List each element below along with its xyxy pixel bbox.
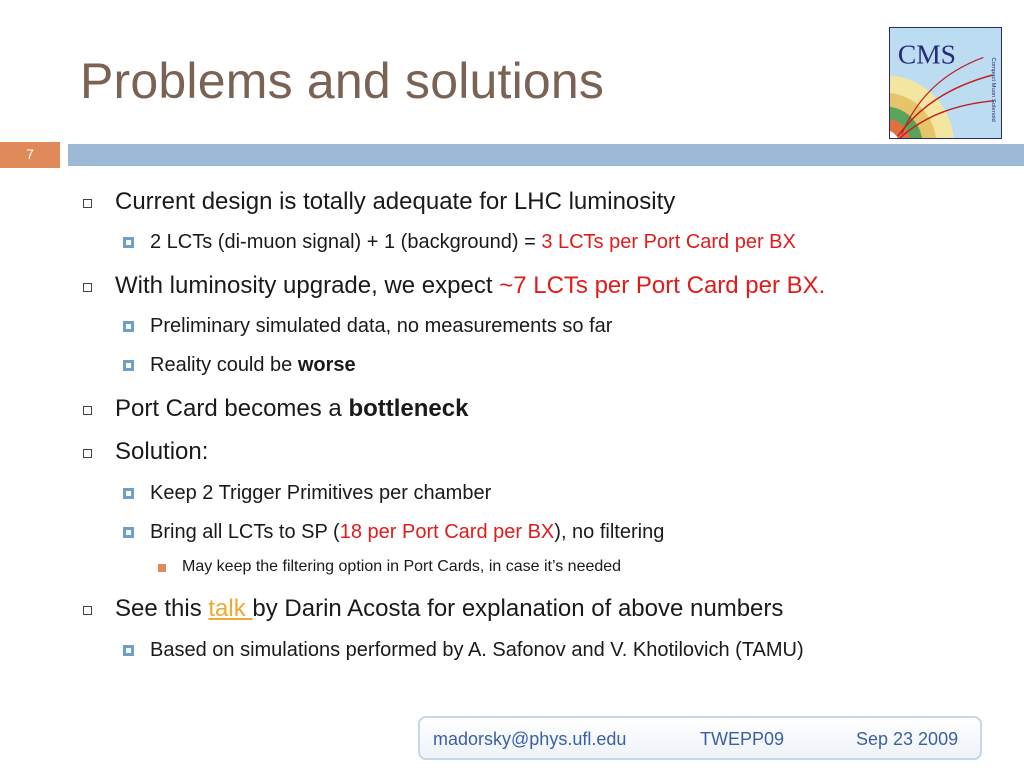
bullet-text: ), no filtering (554, 521, 665, 543)
footer-date: Sep 23 2009 (856, 729, 959, 749)
bullet-item (115, 395, 468, 423)
sub-bullet-item (150, 639, 804, 662)
footer-conference: TWEPP09 (700, 729, 785, 749)
slide-title: Problems and solutions (80, 53, 605, 109)
sub-bullet-item (150, 315, 612, 338)
filled-square-bullet-icon (123, 645, 134, 656)
bullet-item (115, 272, 825, 300)
bullet-item (115, 188, 675, 216)
talk-link[interactable]: talk (208, 595, 253, 622)
bullet-item (115, 595, 783, 623)
square-bullet-icon (83, 283, 92, 292)
filled-square-bullet-icon (123, 321, 134, 332)
bullet-text: Port Card becomes a (115, 395, 349, 422)
bullet-item (115, 438, 208, 466)
bullet-text: Preliminary simulated data, no measurements so far (150, 315, 613, 337)
filled-square-bullet-icon (123, 360, 134, 371)
square-bullet-icon (83, 606, 92, 615)
bullet-text: Based on simulations performed by A. Safonov and V. Khotilovich (TAMU) (150, 639, 804, 661)
sub-bullet-item (150, 231, 796, 254)
filled-square-bullet-icon (123, 488, 134, 499)
filled-square-bullet-icon (123, 237, 134, 248)
highlight-text: 3 LCTs per Port Card per BX (541, 231, 796, 253)
sub-bullet-item (150, 521, 664, 544)
highlight-text: 18 per Port Card per BX (339, 521, 555, 543)
square-bullet-icon (83, 199, 92, 208)
sub-bullet-item (150, 354, 356, 377)
filled-square-bullet-icon (123, 527, 134, 538)
bullet-text: 2 LCTs (di-muon signal) + 1 (background) = (150, 231, 542, 253)
cms-logo-text: CMS (897, 38, 956, 70)
slide-number: 7 (0, 142, 60, 168)
footer-bar (418, 716, 982, 760)
sub-sub-bullet-item (182, 558, 621, 576)
bullet-text: Current design is totally adequate for LHC luminosity (115, 188, 676, 215)
orange-square-bullet-icon (158, 564, 166, 572)
sub-bullet-item (150, 482, 491, 505)
bullet-text: With luminosity upgrade, we expect (115, 272, 500, 299)
bullet-text: Solution: (115, 438, 209, 465)
cms-logo-graphic (890, 28, 1001, 138)
bullet-text: by Darin Acosta for explanation of above numbers (252, 595, 784, 622)
title-divider-bar (68, 144, 1024, 166)
footer-email: madorsky@phys.ufl.edu (433, 729, 627, 749)
cms-logo-subtext: Compact Muon Solenoid (990, 57, 997, 122)
square-bullet-icon (83, 449, 92, 458)
bullet-text: Keep 2 Trigger Primitives per chamber (150, 482, 492, 504)
bullet-text: Reality could be (150, 354, 298, 376)
square-bullet-icon (83, 406, 92, 415)
bold-text: worse (297, 354, 356, 376)
cms-logo (889, 27, 1002, 139)
bullet-text: May keep the filtering option in Port Cards, in case it’s needed (182, 558, 622, 575)
highlight-text: ~7 LCTs per Port Card per BX. (499, 272, 826, 299)
bold-text: bottleneck (348, 395, 469, 422)
bullet-text: See this (115, 595, 209, 622)
bullet-text: Bring all LCTs to SP ( (150, 521, 340, 543)
